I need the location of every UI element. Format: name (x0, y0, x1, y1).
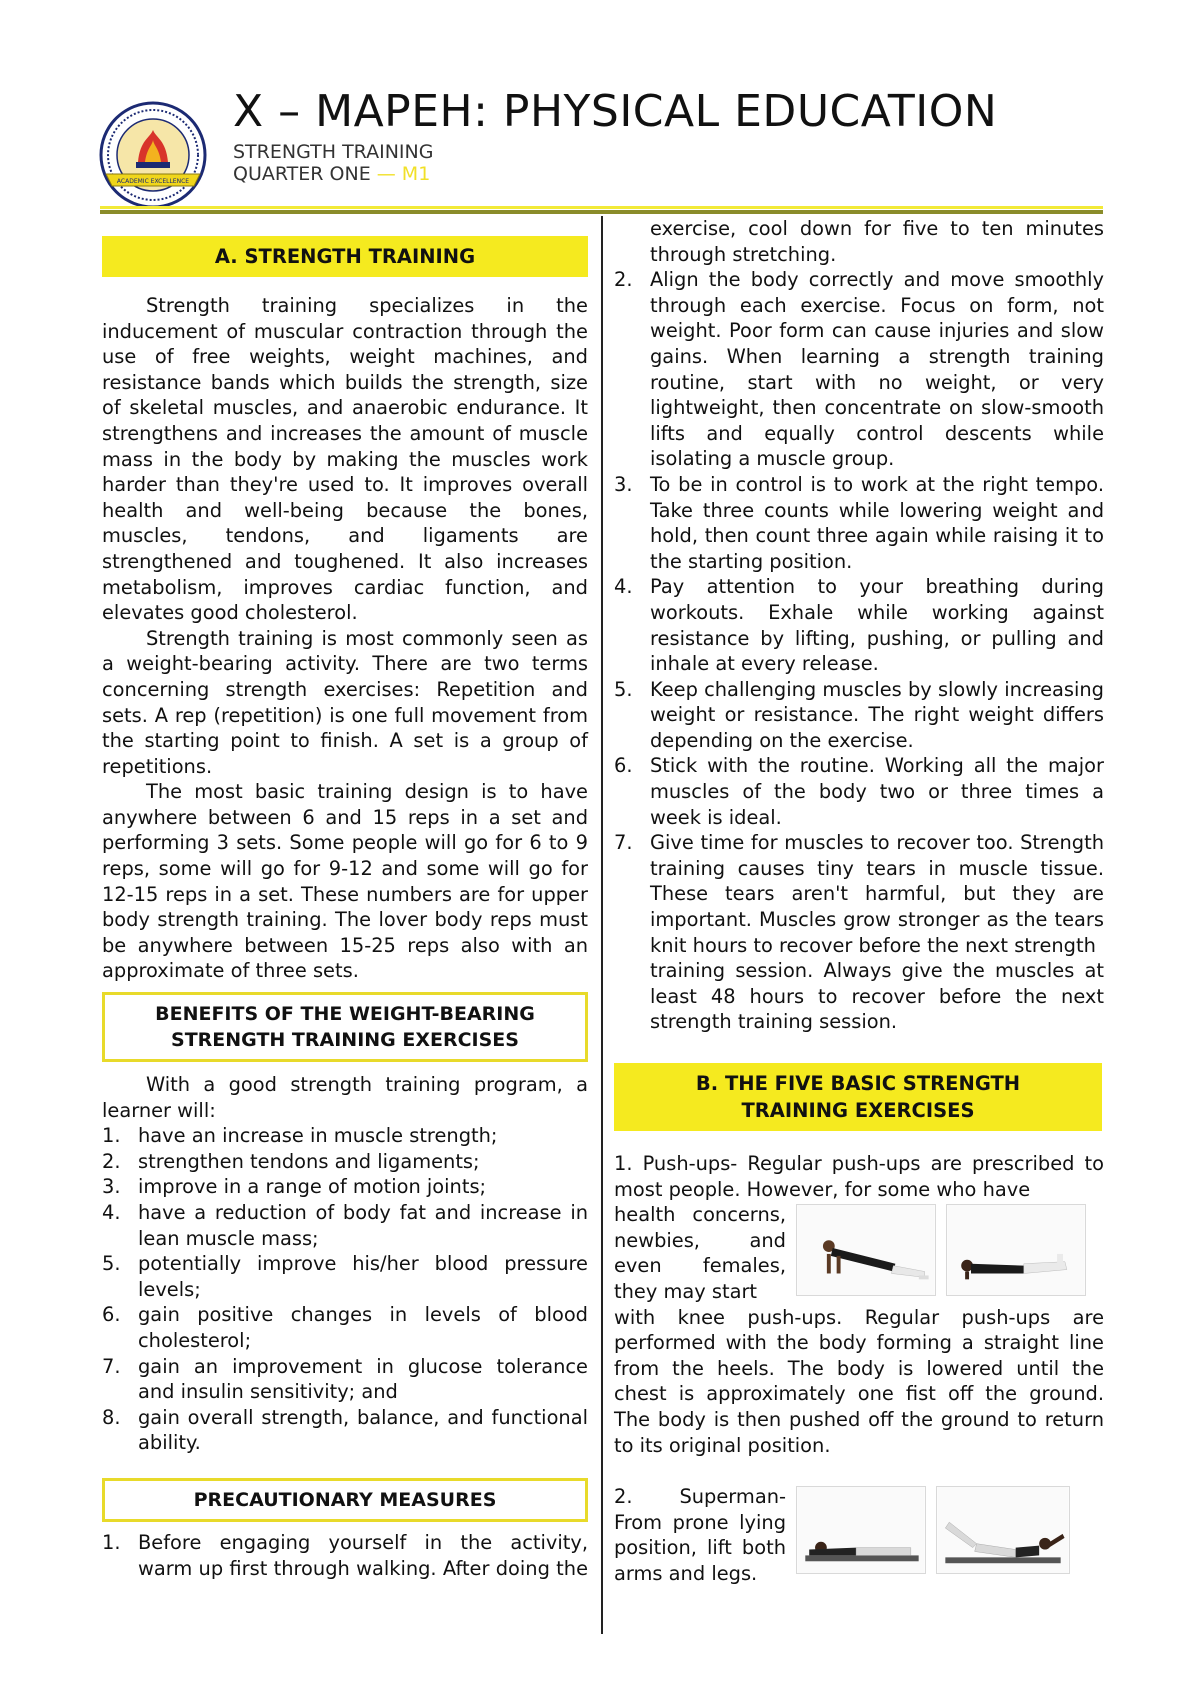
superman-block (614, 1484, 1104, 1586)
knee-pushup-photo (946, 1204, 1086, 1296)
page-title: X – MAPEH: PHYSICAL EDUCATION (233, 86, 998, 137)
superman-text: 2. Superman- From prone lying position, lift both arms and legs. (614, 1485, 786, 1585)
precautions-list (614, 267, 1104, 958)
pushups-intro: 1. Push-ups- Regular push-ups are prescribed to most people. However, for some who have (614, 1152, 1104, 1201)
subtitle-topic: STRENGTH TRAINING (233, 141, 434, 163)
seal-emblem-icon (98, 100, 208, 210)
list-item: 1. Before engaging yourself in the activity, warm up first through walking. After doing the (102, 1530, 588, 1580)
school-seal (98, 100, 208, 210)
left-column (102, 236, 588, 1581)
precaution-7-continued: training session. Always give the muscles at least 48 hours to recover before the next strength training session. (650, 959, 1104, 1034)
superman-figure-icon (797, 1487, 925, 1573)
list-item: 5. Keep challenging muscles by slowly increasing weight or resistance. The right weight differs depending on the exercise. (614, 677, 1104, 752)
column-divider (601, 216, 603, 1634)
superman-photo-2 (936, 1486, 1070, 1574)
list-item: 2. Align the body correctly and move smoothly through each exercise. Focus on form, not weight. Poor form can cause injuries and slow gains. When learning a strength training routine, start with no weight, or very lightweight, then concentrate on slow-smooth lifts and equally control descents while isolating a muscle group. (614, 268, 1104, 471)
seal-text: ACADEMIC EXCELLENCE (116, 178, 190, 185)
page-subtitle (233, 141, 433, 185)
benefits-heading (102, 992, 588, 1062)
module-code: — M1 (370, 163, 431, 185)
list-item: 7. Give time for muscles to recover too. Strength training causes tiny tears in muscle tissue. These tears aren't harmful, but they are important. Muscles grow stronger as the tears knit hours to recover before the next strength (614, 831, 1104, 957)
list-item: 5. potentially improve his/her blood pressure levels; (102, 1252, 588, 1301)
benefits-heading-line2: STRENGTH TRAINING EXERCISES (171, 1029, 519, 1052)
section-a-heading: A. STRENGTH TRAINING (102, 236, 588, 277)
section-a-paragraph-3: The most basic training design is to have anywhere between 6 and 15 reps in a set and performing 3 sets. Some people will go for 6 to 9 reps, some will go for 9-12 and some will go for 12-15 reps in a set. These numbers are for upper body strength training. The lover body reps must be anywhere between 15-25 reps also with an approximate of three sets. (102, 780, 588, 983)
list-item: 6. gain positive changes in levels of blood cholesterol; (102, 1303, 588, 1352)
pushups-block (614, 1202, 1104, 1304)
pushups-description: with knee push-ups. Regular push-ups are performed with the body forming a straight line from the heels. The body is lowered until the chest is approximately one fist off the ground. The body is then pushed off the ground to return to its original position. (614, 1305, 1104, 1457)
right-column (614, 216, 1104, 1587)
list-item: 2. strengthen tendons and ligaments; (102, 1149, 480, 1173)
header-rule-yellow (100, 206, 1103, 209)
superman-photo-1 (796, 1486, 926, 1574)
list-item: 7. gain an improvement in glucose tolerance and insulin sensitivity; and (102, 1354, 588, 1404)
section-a-paragraph-1: Strength training specializes in the inducement of muscular contraction through the use of free weights, weight machines, and resistance bands which builds the strength, size of skeletal muscles, and anaerobic endurance. It strengthens and increases the amount of muscle mass in the body by making the muscles work harder than they're used to. It improves overall health and well-being because the bones, muscles, tendons, and ligaments are strengthened and toughened. It also increases metabolism, improves cardiac function, and elevates good cholesterol. (102, 294, 588, 625)
precautions-list-start (102, 1530, 588, 1581)
list-item: 4. Pay attention to your breathing during workouts. Exhale while working against resistance by lifting, pushing, or pulling and inhale at every release. (614, 575, 1104, 676)
pushup-figure-icon (797, 1205, 935, 1295)
section-a-paragraph-2: Strength training is most commonly seen as a weight-bearing activity. There are two terms concerning strength exercises: Repetition and sets. A rep (repetition) is one full movement from the starting point to finish. A set is a group of repetitions. (102, 626, 588, 778)
benefits-heading-line1: BENEFITS OF THE WEIGHT-BEARING (155, 1003, 535, 1026)
subtitle-quarter (233, 163, 433, 185)
section-b-heading-line2: TRAINING EXERCISES (741, 1099, 975, 1122)
list-item: 6. Stick with the routine. Working all the major muscles of the body two or three times a week is ideal. (614, 754, 1104, 829)
section-b-heading (614, 1063, 1102, 1131)
superman-lift-figure-icon (937, 1487, 1069, 1573)
benefits-intro: With a good strength training program, a learner will: (102, 1073, 588, 1122)
section-b-heading-line1: B. THE FIVE BASIC STRENGTH (695, 1072, 1021, 1095)
knee-pushup-figure-icon (947, 1205, 1085, 1295)
quarter-label: QUARTER ONE (233, 163, 371, 185)
precautions-heading: PRECAUTIONARY MEASURES (102, 1478, 588, 1522)
pushups-wrap-text: health concerns, newbies, and even females, they may start (614, 1203, 786, 1303)
pushup-photo (796, 1204, 936, 1296)
list-item: 1. have an increase in muscle strength; (102, 1124, 498, 1148)
list-item: 8. gain overall strength, balance, and functional ability. (102, 1405, 588, 1455)
list-item: 3. To be in control is to work at the right tempo. Take three counts while lowering weight and hold, then count three again while raising it to the starting position. (614, 472, 1104, 573)
benefits-list (102, 1123, 588, 1456)
precaution-1-continued: exercise, cool down for five to ten minutes through stretching. (650, 217, 1104, 266)
list-item: 3. improve in a range of motion joints; (102, 1175, 487, 1199)
header-rule (100, 210, 1103, 214)
list-item: 4. have a reduction of body fat and increase in lean muscle mass; (102, 1201, 588, 1250)
